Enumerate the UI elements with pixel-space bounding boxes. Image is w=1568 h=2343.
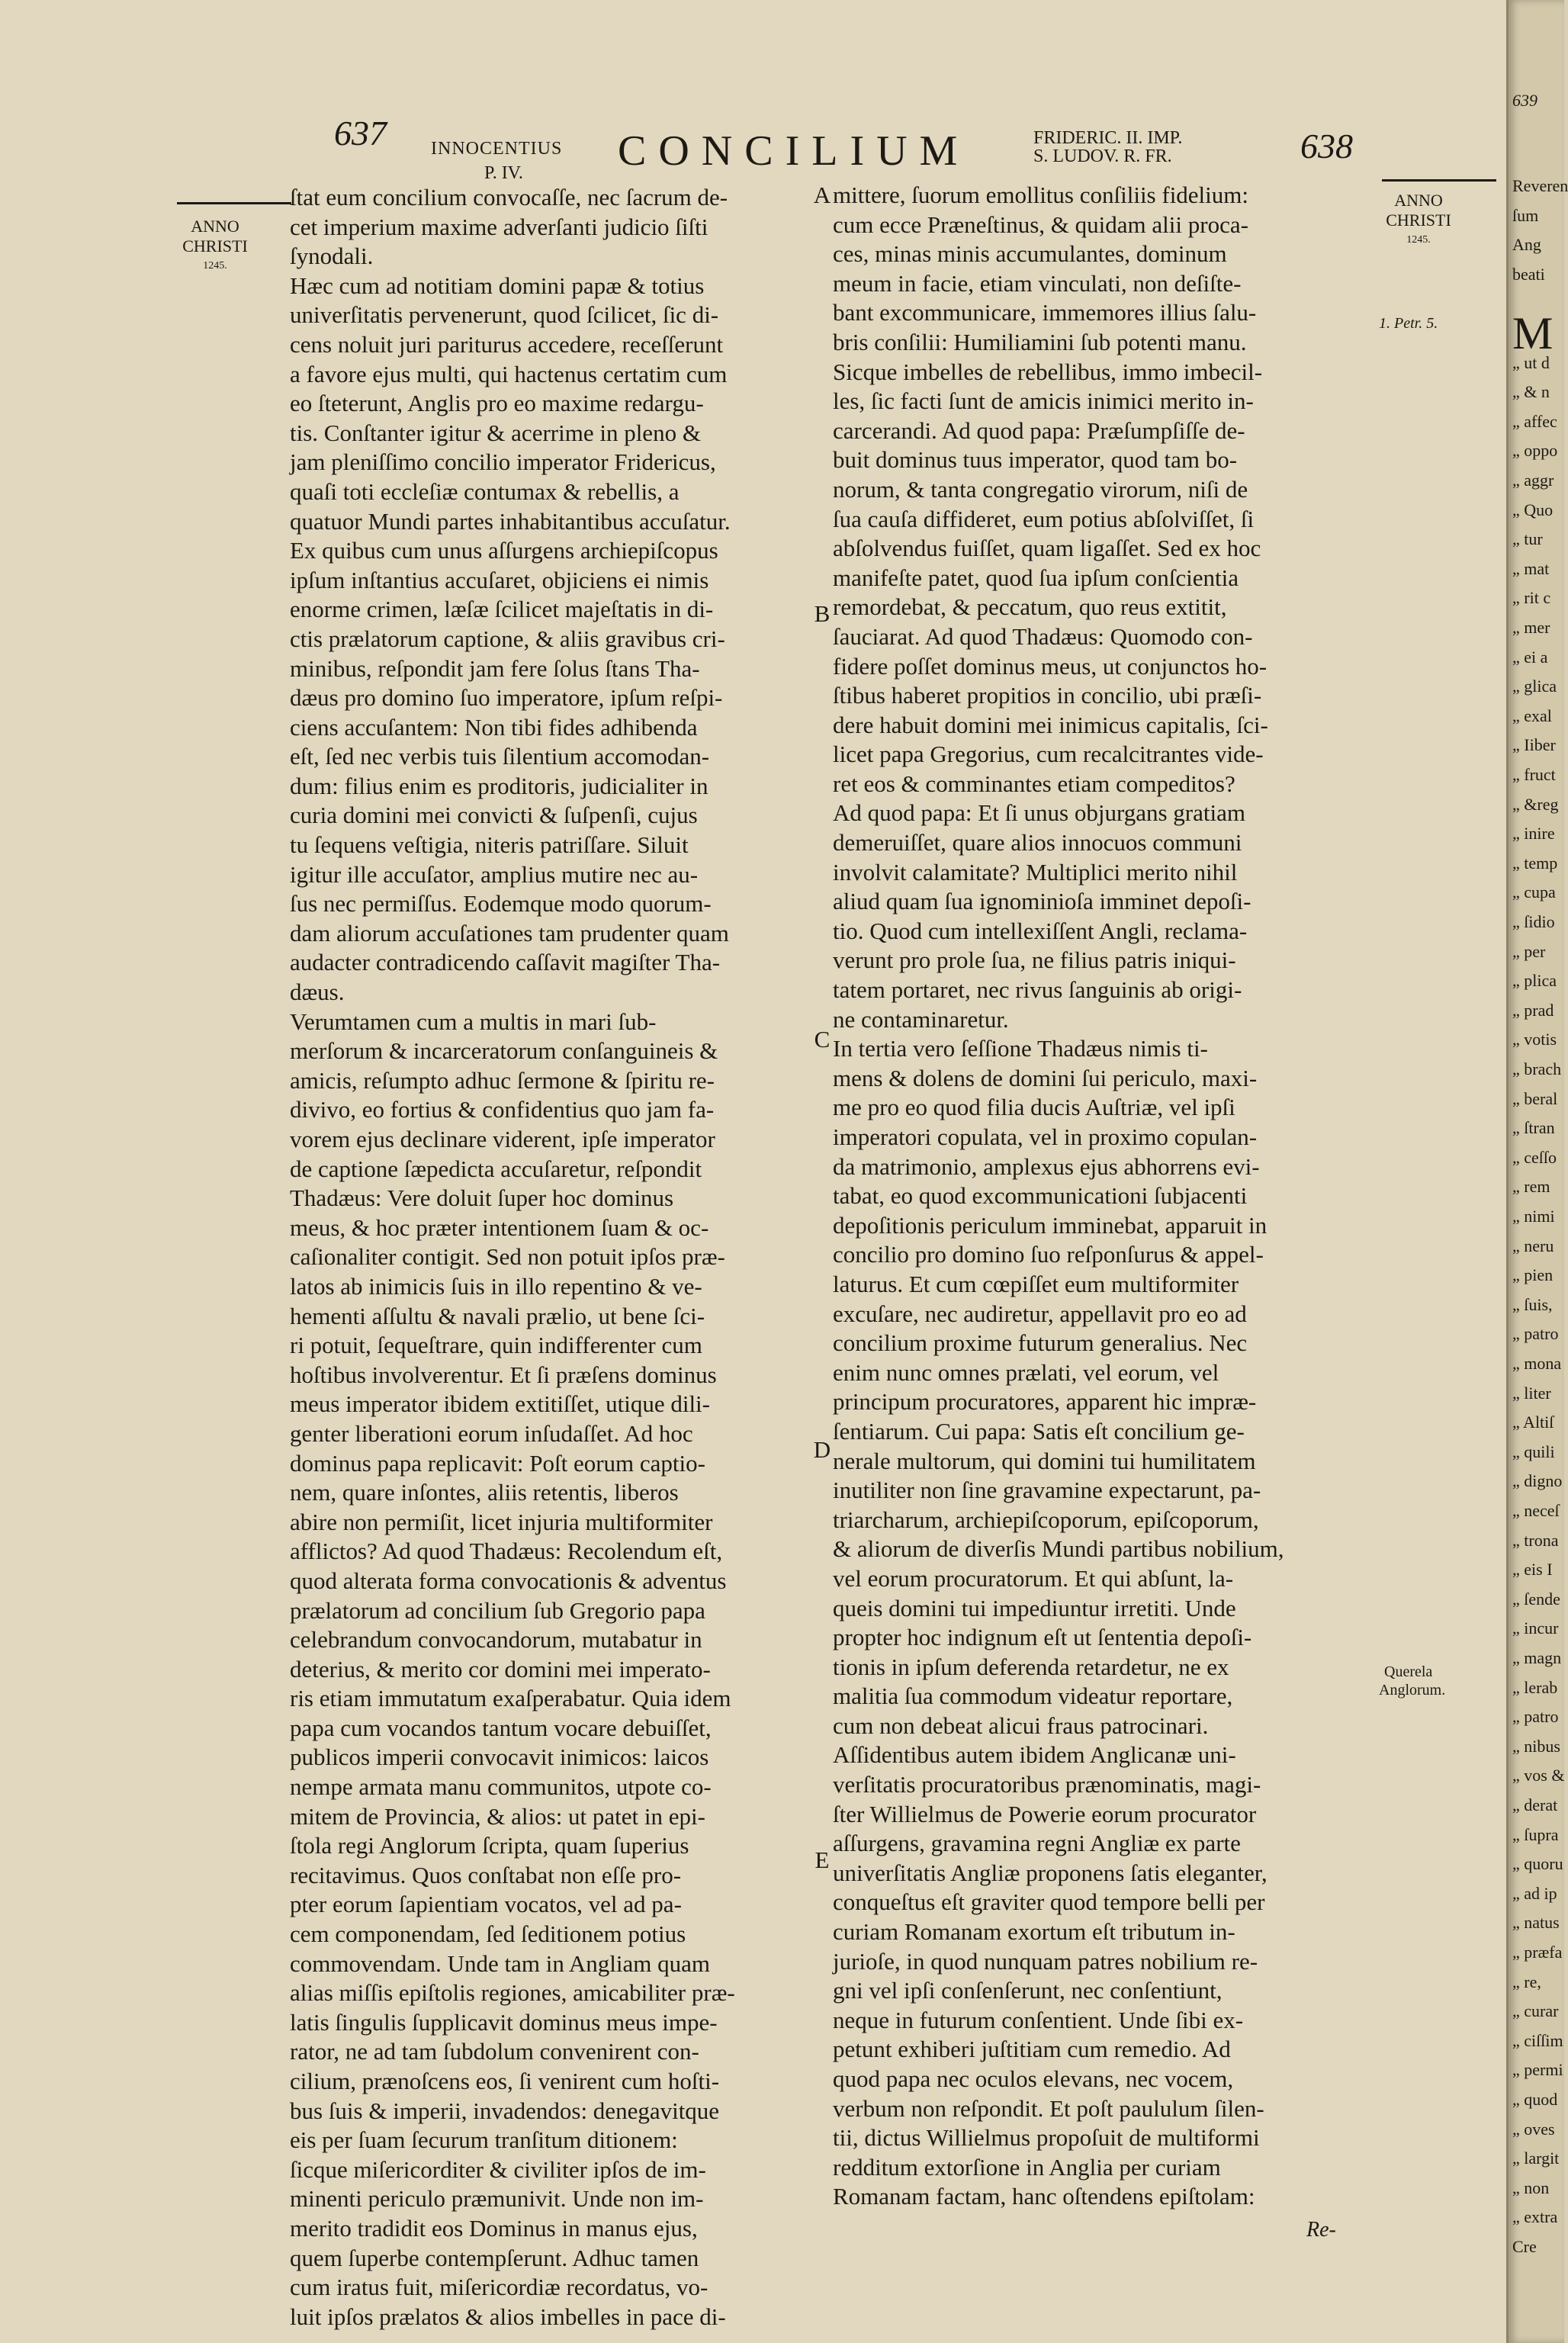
next-page-line: „ mat [1512, 558, 1550, 578]
next-page-line: „ glica [1512, 677, 1557, 696]
anno-christi-right [1373, 191, 1464, 250]
next-page-line: „ liter [1512, 1383, 1551, 1403]
next-page-line: „ beral [1512, 1088, 1558, 1108]
next-page-line: „ rem [1512, 1177, 1550, 1197]
next-page-line: „ & n [1512, 382, 1550, 402]
next-page-line: „ trona [1512, 1530, 1559, 1550]
running-head-emperor: FRIDERIC. II. IMP. [1033, 128, 1183, 148]
next-page-line: „ rit c [1512, 588, 1551, 608]
marginal-querela: Querela [1384, 1663, 1433, 1680]
next-page-line: „ aggr [1512, 471, 1554, 490]
next-page-line: „ neru [1512, 1236, 1554, 1255]
christi-label: CHRISTI [182, 236, 248, 256]
next-page-line: „ affec [1512, 411, 1557, 431]
anno-christi-left [169, 217, 261, 276]
next-page-line: „ ei a [1512, 647, 1548, 667]
next-page-line: „ tur [1512, 529, 1543, 549]
section-marker-c: C [814, 1026, 831, 1053]
next-page-line: „ incur [1512, 1618, 1559, 1638]
next-page-line: „ Iiber [1512, 735, 1556, 755]
section-marker-b: B [814, 600, 831, 627]
running-head-pope-number: P. IV. [484, 163, 523, 183]
catchword: Re- [1306, 2218, 1336, 2242]
next-page-line: „ Quo [1512, 500, 1554, 519]
next-page-line: „ ſidio [1512, 912, 1555, 931]
next-page-line: „ natus [1512, 1913, 1560, 1933]
next-page-line: Cre [1512, 2237, 1537, 2256]
next-page-line: „ ut d [1512, 352, 1550, 372]
next-page-line: „ nibus [1512, 1736, 1560, 1756]
next-page-line: „ Altiſ [1512, 1413, 1554, 1432]
next-page-line: „ permi [1512, 2060, 1563, 2080]
next-page-line: „ derat [1512, 1795, 1558, 1814]
next-page-edge [1506, 0, 1568, 2343]
next-page-line: „ brach [1512, 1059, 1562, 1078]
next-page-line: „ magn [1512, 1648, 1562, 1667]
next-page-line: „ quili [1512, 1441, 1555, 1461]
next-page-line: Ang [1512, 235, 1541, 255]
next-page-number: 639 [1512, 91, 1537, 110]
page-number-right: 638 [1300, 127, 1353, 166]
next-page-line: „ vos & [1512, 1766, 1565, 1785]
next-page-line: „ prad [1512, 1000, 1554, 1020]
next-page-line: „ præfa [1512, 1943, 1563, 1962]
next-page-line: „ extra [1512, 2207, 1558, 2227]
next-page-line: „ neceſ [1512, 1501, 1560, 1520]
next-page-line: „ ſupra [1512, 1824, 1559, 1844]
next-page-line: „ patro [1512, 1707, 1559, 1727]
next-page-line: „ non [1512, 2177, 1550, 2197]
next-page-line: ſum [1512, 205, 1539, 225]
next-page-line: „ mona [1512, 1354, 1562, 1373]
next-page-line: beati [1512, 264, 1545, 284]
section-marker-a: A [813, 182, 831, 208]
anno-year: 1245. [1406, 234, 1431, 246]
next-page-line: „ per [1512, 941, 1546, 961]
next-page-line: „ quoru [1512, 1854, 1563, 1874]
section-marker-d: D [813, 1436, 831, 1463]
next-page-line: „ re, [1512, 1972, 1541, 1991]
next-page-line: „ inire [1512, 824, 1555, 844]
next-page-line: „ ad ip [1512, 1883, 1557, 1903]
next-page-line: „ mer [1512, 618, 1550, 637]
next-page-line: „ curar [1512, 2001, 1559, 2021]
christi-label: CHRISTI [1386, 211, 1451, 230]
next-page-line: „ digno [1512, 1471, 1563, 1491]
next-page-line: „ ſende [1512, 1589, 1560, 1609]
running-head-pope: INNOCENTIUS [431, 139, 563, 159]
next-page-line: „ ſtran [1512, 1118, 1555, 1138]
page-number-left: 637 [334, 114, 387, 153]
next-page-line: „ fruct [1512, 765, 1556, 784]
next-page-line: „ pien [1512, 1265, 1554, 1285]
next-page-line: „ plica [1512, 971, 1557, 991]
next-page-line: „ lerab [1512, 1677, 1558, 1697]
anno-rule-right [1382, 179, 1496, 182]
anno-label: ANNO [191, 217, 239, 236]
next-page-line: M [1512, 308, 1554, 358]
next-page-line: „ temp [1512, 853, 1558, 873]
next-page-line: „ largit [1512, 2149, 1560, 2168]
anno-year: 1245. [203, 260, 227, 272]
next-page-line: „ &reg [1512, 794, 1559, 814]
left-column-text: ſtat eum concilium convocaſſe, nec ſacrum de- cet imperium maxime adverſanti judicio ſiſti ſynodali. Hæc cum ad notitiam domini papæ & totius univerſitatis pervenerunt, quod ſcilicet, ſic di- cens noluit juri pariturus accedere, receſſerunt a favore ejus multi, qui hactenus certatim cum eo ſteterunt, Anglis pro eo maxime redargu- tis. Conſtanter igitur & acerrime in pleno & jam pleniſſimo concilio imperator Fridericus, quaſi toti eccleſiæ contumax & rebellis, a quatuor Mundi partes inhabitantibus accuſatur. Ex quibus cum unus aſſurgens archiepiſcopus ipſum inſtantius accuſaret, objiciens ei nimis enorme crimen, læſæ ſcilicet majeſtatis in di- ctis prælatorum captione, & aliis gravibus cri- minibus, reſpondit jam fere ſolus ſtans Tha- dæus pro domino ſuo imperatore, ipſum reſpi- ciens accuſantem: Non tibi fides adhibenda eſt, ſed nec verbis tuis ſilentium accomodan- dum: filius enim es proditoris, judicialiter in curia domini mei convicti & ſuſpenſi, cujus tu ſequens veſtigia, niteris patriſſare. Siluit igitur ille accuſator, amplius mutire nec au- ſus nec permiſſus. Eodemque modo quorum- dam aliorum accuſationes tam prudenter quam audacter contradicendo caſſavit magiſter Tha- dæus. Verumtamen cum a multis in mari ſub- merſorum & incarceratorum conſanguineis & amicis, reſumpto adhuc ſermone & ſpiritu re- divivo, eo fortius & confidentius quo jam fa- vorem ejus declinare viderent, ipſe imperator de captione ſæpedicta accuſaretur, reſpondit Thadæus: Vere doluit ſuper hoc dominus meus, & hoc præter intentionem ſuam & oc- caſionaliter contigit. Sed non potuit ipſos præ- latos ab inimicis ſuis in illo repentino & ve- hementi aſſultu & navali prælio, ut bene ſci- ri potuit, ſequeſtrare, quin indifferenter cum hoſtibus involverentur. Et ſi præſens dominus meus imperator ibidem extitiſſet, utique dili- genter liberationi eorum inſudaſſet. Ad hoc dominus papa replicavit: Poſt eorum captio- nem, quare inſontes, aliis retentis, liberos abire non permiſit, licet injuria multiformiter afflictos? Ad quod Thadæus: Recolendum eſt, quod alterata forma convocationis & adventus prælatorum ad concilium ſub Gregorio papa celebrandum convocandorum, mutabatur in deterius, & merito cor domini mei imperato- ris etiam immutatum exaſperabatur. Quia idem papa cum vocandos tantum vocare debuiſſet, publicos imperii convocavit inimicos: laicos nempe armata manu communitos, utpote co- mitem de Provincia, & alios: ut patet in epi- ſtola regi Anglorum ſcripta, quam ſuperius recitavimus. Quos conſtabat non eſſe pro- pter eorum ſapientiam vocatos, vel ad pa- cem componendam, ſed ſeditionem potius commovendam. Unde tam in Angliam quam alias miſſis epiſtolis regiones, amicabiliter præ- latis ſingulis ſupplicavit dominus meus impe- rator, ne ad tam ſubdolum convenirent con- cilium, prænoſcens eos, ſi venirent cum hoſti- bus ſuis & imperii, invadendos: denegavitque eis per ſuam ſecurum tranſitum ditionem: ſicque miſericorditer & civiliter ipſos de im- minenti periculo præmunivit. Unde non im- merito tradidit eos Dominus in manus ejus, quem ſuperbe contempſerunt. Adhuc tamen cum iratus fuit, miſericordiæ recordatus, vo- luit ipſos prælatos & alios imbelles in pace di- [290, 184, 735, 2330]
page-title: CONCILIUM [618, 127, 970, 175]
next-page-line: „ cupa [1512, 882, 1556, 902]
next-page-line: „ eis I [1512, 1560, 1553, 1580]
next-page-line: „ oppo [1512, 441, 1558, 461]
anno-rule-left [177, 202, 291, 204]
next-page-line: „ patro [1512, 1324, 1559, 1344]
running-head-king: S. LUDOV. R. FR. [1033, 146, 1172, 166]
next-page-line: „ oves [1512, 2119, 1555, 2139]
next-page-line: „ ciſſim [1512, 2030, 1563, 2050]
next-page-line: Reveren [1512, 176, 1568, 195]
section-marker-e: E [815, 1846, 830, 1873]
next-page-line: „ exal [1512, 705, 1552, 725]
next-page-line: „ votis [1512, 1030, 1557, 1049]
marginal-scripture-reference: 1. Petr. 5. [1379, 315, 1438, 332]
next-page-line: „ nimi [1512, 1207, 1555, 1226]
next-page-line: „ ceſſo [1512, 1147, 1557, 1167]
next-page-line: „ ſuis, [1512, 1294, 1553, 1314]
marginal-anglorum: Anglorum. [1379, 1682, 1446, 1699]
anno-label: ANNO [1394, 191, 1443, 210]
next-page-line: „ quod [1512, 2090, 1558, 2109]
right-column-text: mittere, ſuorum emollitus conſiliis fidelium: cum ecce Præneſtinus, & quidam alii proca- ces, minas minis accumulantes, dominum meum in facie, etiam vinculati, non deſiſte- bant excommunicare, immemores illius ſalu- bris conſilii: Humiliamini ſub potenti manu. Sicque imbelles de rebellibus, immo imbecil- les, ſic facti ſunt de amicis inimici merito in- carcerandi. Ad quod papa: Præſumpſiſſe de- buit dominus tuus imperator, quod tam bo- norum, & tanta congregatio virorum, niſi de ſua cauſa diffideret, eum potius abſolviſſet, ſi abſolvendus fuiſſet, quam ligaſſet. Sed ex hoc manifeſte patet, quod ſua ipſum conſcientia remordebat, & peccatum, quo reus extitit, ſauciarat. Ad quod Thadæus: Quomodo con- fidere poſſet dominus meus, ut conjunctos ho- ſtibus haberet propitios in concilio, ubi præſi- dere habuit domini mei inimicus capitalis, ſci- licet papa Gregorius, cum recalcitrantes vide- ret eos & comminantes etiam compeditos? Ad quod papa: Et ſi unus objurgans gratiam demeruiſſet, quare alios innocuos communi involvit calamitate? Multiplici merito nihil aliud quam ſua ignominioſa imminet depoſi- tio. Quod cum intellexiſſent Angli, reclama- verunt pro prole ſua, ne filius patris iniqui- tatem portaret, nec rivus ſanguinis ab origi- ne contaminaretur. In tertia vero ſeſſione Thadæus nimis ti- mens & dolens de domini ſui periculo, maxi- me pro eo quod filia ducis Auſtriæ, vel ipſi imperatori copulata, vel in proximo copulan- da matrimonio, amplexus ejus abhorrens evi- tabat, eo quod excommunicationi ſubjacenti depoſitionis periculum imminebat, apparuit in concilio pro domino ſuo reſponſurus & appel- laturus. Et cum cœpiſſet eum multiformiter excuſare, nec audiretur, appellavit pro eo ad concilium proxime futurum generalius. Nec enim nunc omnes prælati, vel eorum, vel principum procuratores, apparent hic impræ- ſentiarum. Cui papa: Satis eſt concilium ge- nerale multorum, qui domini tui humilitatem inutiliter non ſine gravamine expectarunt, pa- triarcharum, archiepiſcoporum, epiſcoporum, & aliorum de diverſis Mundi partibus nobilium, vel eorum procuratorum. Et qui abſunt, la- queis domini tui impediuntur irretiti. Unde propter hoc indignum eſt ut ſententia depoſi- tionis in ipſum deferenda retardetur, ne ex malitia ſua commodum videatur reportare, cum non debeat alicui fraus patrocinari. Aſſidentibus autem ibidem Anglicanæ uni- verſitatis procuratoribus prænominatis, magi- ſter Willielmus de Powerie eorum procurator aſſurgens, gravamina regni Angliæ ex parte univerſitatis Angliæ proponens ſatis eleganter, conqueſtus eſt graviter quod tempore belli per curiam Romanam exortum eſt tributum in- jurioſe, in quod nunquam patres nobilium re- gni vel ipſi conſenſerunt, nec conſentiunt, neque in futurum conſentient. Unde ſibi ex- petunt exhiberi juſtitiam cum remedio. Ad quod papa nec oculos elevans, nec vocem, verbum non reſpondit. Et poſt paululum ſilen- tii, dictus Willielmus propoſuit de multiformi redditum extorſione in Anglia per curiam Romanam factam, hanc oſtendens epiſtolam: [833, 182, 1284, 2210]
